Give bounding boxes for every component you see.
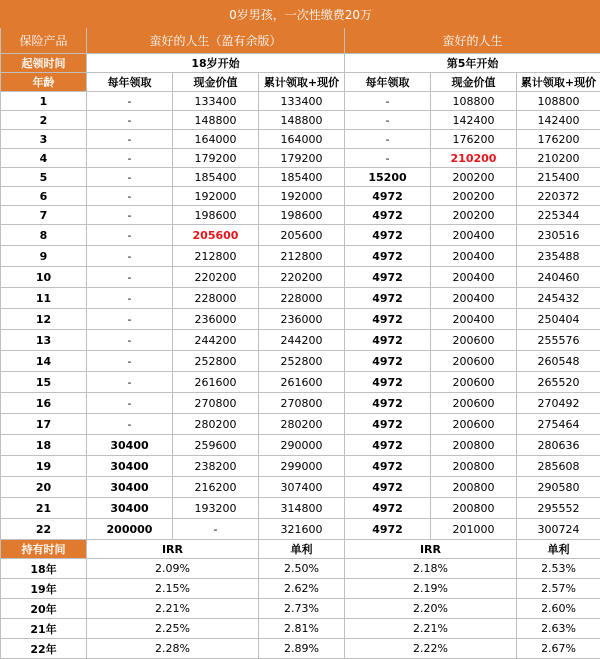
a-total-cell: 179200 — [259, 149, 345, 168]
a-pay-cell: - — [87, 130, 173, 149]
age-cell: 4 — [1, 149, 87, 168]
age-cell: 10 — [1, 267, 87, 288]
age-cell: 14 — [1, 351, 87, 372]
irr-row — [1, 599, 600, 619]
age-cell: 1 — [1, 92, 87, 111]
a-cash-cell: 185400 — [173, 168, 259, 187]
b-total-cell: 285608 — [517, 456, 600, 477]
table-row — [1, 393, 600, 414]
a-pay-cell: - — [87, 187, 173, 206]
a-total-cell: 270800 — [259, 393, 345, 414]
table-row — [1, 225, 600, 246]
age-cell: 3 — [1, 130, 87, 149]
a-cash-cell: 228000 — [173, 288, 259, 309]
a-cash-cell: 198600 — [173, 206, 259, 225]
age-cell: 5 — [1, 168, 87, 187]
b-total-cell: 108800 — [517, 92, 600, 111]
age-cell: 21 — [1, 498, 87, 519]
b-simple-cell: 2.53% — [517, 559, 600, 579]
a-pay-cell: - — [87, 225, 173, 246]
age-cell: 18 — [1, 435, 87, 456]
b-total-cell: 176200 — [517, 130, 600, 149]
a-cash-cell: 179200 — [173, 149, 259, 168]
b-pay-cell: - — [345, 130, 431, 149]
b-cash-cell: 200400 — [431, 246, 517, 267]
start-label: 起领时间 — [1, 54, 87, 73]
table-row — [1, 288, 600, 309]
a-cash-cell: 216200 — [173, 477, 259, 498]
b-pay-cell: 4972 — [345, 267, 431, 288]
irr-row — [1, 579, 600, 599]
table-row — [1, 498, 600, 519]
table-row — [1, 267, 600, 288]
a-total-cell: 164000 — [259, 130, 345, 149]
b-total-cell: 220372 — [517, 187, 600, 206]
a-cash-cell: 252800 — [173, 351, 259, 372]
b-cash-cell: 200800 — [431, 435, 517, 456]
hold-year-cell: 18年 — [1, 559, 87, 579]
b-cash-cell: 200400 — [431, 309, 517, 330]
a-pay-cell: - — [87, 246, 173, 267]
a-total-cell: 148800 — [259, 111, 345, 130]
a-irr-cell: 2.09% — [87, 559, 259, 579]
col-header-b-pay: 每年领取 — [345, 73, 431, 92]
a-total-cell: 244200 — [259, 330, 345, 351]
a-simple-cell: 2.89% — [259, 639, 345, 659]
table-row — [1, 246, 600, 267]
b-total-cell: 275464 — [517, 414, 600, 435]
irr-row — [1, 559, 600, 579]
b-pay-cell: 4972 — [345, 393, 431, 414]
col-header-b-total: 累计领取+现价 — [517, 73, 600, 92]
age-cell: 6 — [1, 187, 87, 206]
b-cash-cell: 210200 — [431, 149, 517, 168]
b-cash-cell: 201000 — [431, 519, 517, 540]
b-simple-cell: 2.60% — [517, 599, 600, 619]
a-pay-cell: 30400 — [87, 477, 173, 498]
a-total-cell: 261600 — [259, 372, 345, 393]
a-pay-cell: - — [87, 206, 173, 225]
a-total-cell: 236000 — [259, 309, 345, 330]
age-cell: 15 — [1, 372, 87, 393]
a-simple-cell: 2.81% — [259, 619, 345, 639]
b-cash-cell: 200600 — [431, 372, 517, 393]
b-cash-cell: 142400 — [431, 111, 517, 130]
b-pay-cell: - — [345, 111, 431, 130]
table-row — [1, 309, 600, 330]
a-pay-cell: - — [87, 288, 173, 309]
a-pay-cell: - — [87, 414, 173, 435]
product-a-name: 蛮好的人生（盈有余版） — [87, 28, 345, 54]
a-simple-cell: 2.62% — [259, 579, 345, 599]
start-row — [1, 54, 600, 73]
b-cash-cell: 176200 — [431, 130, 517, 149]
a-pay-cell: - — [87, 351, 173, 372]
a-total-cell: 299000 — [259, 456, 345, 477]
table-row — [1, 168, 600, 187]
b-irr-cell: 2.21% — [345, 619, 517, 639]
a-cash-cell: 280200 — [173, 414, 259, 435]
a-pay-cell: - — [87, 372, 173, 393]
age-cell: 16 — [1, 393, 87, 414]
table-row — [1, 187, 600, 206]
b-total-cell: 255576 — [517, 330, 600, 351]
b-total-cell: 280636 — [517, 435, 600, 456]
a-cash-cell: 236000 — [173, 309, 259, 330]
b-total-cell: 260548 — [517, 351, 600, 372]
a-cash-cell: 261600 — [173, 372, 259, 393]
b-total-cell: 290580 — [517, 477, 600, 498]
b-pay-cell: 15200 — [345, 168, 431, 187]
age-cell: 12 — [1, 309, 87, 330]
b-irr-cell: 2.22% — [345, 639, 517, 659]
simple-header-b: 单利 — [517, 540, 600, 559]
product-label: 保险产品 — [1, 28, 87, 54]
a-irr-cell: 2.28% — [87, 639, 259, 659]
a-cash-cell: 212800 — [173, 246, 259, 267]
b-pay-cell: - — [345, 92, 431, 111]
b-pay-cell: 4972 — [345, 206, 431, 225]
b-pay-cell: 4972 — [345, 246, 431, 267]
a-cash-cell: - — [173, 519, 259, 540]
a-pay-cell: - — [87, 149, 173, 168]
col-header-a-pay: 每年领取 — [87, 73, 173, 92]
age-cell: 8 — [1, 225, 87, 246]
age-label: 年龄 — [1, 73, 87, 92]
table-row — [1, 519, 600, 540]
a-total-cell: 290000 — [259, 435, 345, 456]
table-row — [1, 351, 600, 372]
a-total-cell: 205600 — [259, 225, 345, 246]
b-cash-cell: 200200 — [431, 206, 517, 225]
b-pay-cell: 4972 — [345, 225, 431, 246]
a-total-cell: 252800 — [259, 351, 345, 372]
b-irr-cell: 2.18% — [345, 559, 517, 579]
b-simple-cell: 2.67% — [517, 639, 600, 659]
a-cash-cell: 259600 — [173, 435, 259, 456]
a-cash-cell: 244200 — [173, 330, 259, 351]
table-row — [1, 477, 600, 498]
b-irr-cell: 2.19% — [345, 579, 517, 599]
a-total-cell: 192000 — [259, 187, 345, 206]
a-cash-cell: 193200 — [173, 498, 259, 519]
table-row — [1, 206, 600, 225]
b-cash-cell: 200200 — [431, 168, 517, 187]
page-title: 0岁男孩，一次性缴费20万 — [1, 1, 600, 28]
hold-year-cell: 22年 — [1, 639, 87, 659]
b-cash-cell: 200600 — [431, 351, 517, 372]
a-total-cell: 280200 — [259, 414, 345, 435]
b-cash-cell: 200200 — [431, 187, 517, 206]
b-cash-cell: 200400 — [431, 288, 517, 309]
b-cash-cell: 108800 — [431, 92, 517, 111]
a-cash-cell: 164000 — [173, 130, 259, 149]
a-pay-cell: - — [87, 111, 173, 130]
a-pay-cell: 30400 — [87, 435, 173, 456]
b-cash-cell: 200400 — [431, 225, 517, 246]
age-cell: 2 — [1, 111, 87, 130]
a-pay-cell: 30400 — [87, 498, 173, 519]
a-irr-cell: 2.15% — [87, 579, 259, 599]
column-header-row — [1, 73, 600, 92]
b-pay-cell: 4972 — [345, 372, 431, 393]
table-row — [1, 330, 600, 351]
b-cash-cell: 200600 — [431, 393, 517, 414]
b-pay-cell: 4972 — [345, 187, 431, 206]
b-cash-cell: 200400 — [431, 267, 517, 288]
irr-header-a: IRR — [87, 540, 259, 559]
col-header-b-cash: 现金价值 — [431, 73, 517, 92]
hold-year-cell: 21年 — [1, 619, 87, 639]
b-pay-cell: 4972 — [345, 330, 431, 351]
a-simple-cell: 2.50% — [259, 559, 345, 579]
b-pay-cell: 4972 — [345, 288, 431, 309]
a-total-cell: 185400 — [259, 168, 345, 187]
a-total-cell: 228000 — [259, 288, 345, 309]
a-pay-cell: 30400 — [87, 456, 173, 477]
age-cell: 11 — [1, 288, 87, 309]
b-total-cell: 300724 — [517, 519, 600, 540]
b-total-cell: 250404 — [517, 309, 600, 330]
a-cash-cell: 220200 — [173, 267, 259, 288]
b-total-cell: 270492 — [517, 393, 600, 414]
a-simple-cell: 2.73% — [259, 599, 345, 619]
a-pay-cell: - — [87, 168, 173, 187]
a-total-cell: 314800 — [259, 498, 345, 519]
table-row — [1, 456, 600, 477]
table-row — [1, 435, 600, 456]
b-cash-cell: 200600 — [431, 414, 517, 435]
age-cell: 19 — [1, 456, 87, 477]
a-irr-cell: 2.21% — [87, 599, 259, 619]
a-pay-cell: 200000 — [87, 519, 173, 540]
a-cash-cell: 238200 — [173, 456, 259, 477]
b-pay-cell: 4972 — [345, 477, 431, 498]
b-total-cell: 235488 — [517, 246, 600, 267]
b-pay-cell: 4972 — [345, 351, 431, 372]
a-pay-cell: - — [87, 330, 173, 351]
a-total-cell: 220200 — [259, 267, 345, 288]
b-pay-cell: 4972 — [345, 414, 431, 435]
age-cell: 17 — [1, 414, 87, 435]
b-simple-cell: 2.63% — [517, 619, 600, 639]
title-row — [1, 1, 600, 28]
a-cash-cell: 133400 — [173, 92, 259, 111]
age-cell: 22 — [1, 519, 87, 540]
a-pay-cell: - — [87, 309, 173, 330]
a-cash-cell: 205600 — [173, 225, 259, 246]
table-row — [1, 111, 600, 130]
age-cell: 9 — [1, 246, 87, 267]
a-pay-cell: - — [87, 267, 173, 288]
hold-label: 持有时间 — [1, 540, 87, 559]
b-cash-cell: 200800 — [431, 498, 517, 519]
product-a-start: 18岁开始 — [87, 54, 345, 73]
col-header-a-total: 累计领取+现价 — [259, 73, 345, 92]
irr-row — [1, 639, 600, 659]
b-cash-cell: 200600 — [431, 330, 517, 351]
irr-header-b: IRR — [345, 540, 517, 559]
b-simple-cell: 2.57% — [517, 579, 600, 599]
b-pay-cell: 4972 — [345, 435, 431, 456]
b-cash-cell: 200800 — [431, 456, 517, 477]
hold-year-cell: 20年 — [1, 599, 87, 619]
product-b-name: 蛮好的人生 — [345, 28, 600, 54]
a-cash-cell: 270800 — [173, 393, 259, 414]
table-row — [1, 372, 600, 393]
b-pay-cell: 4972 — [345, 498, 431, 519]
b-total-cell: 210200 — [517, 149, 600, 168]
a-cash-cell: 148800 — [173, 111, 259, 130]
b-pay-cell: 4972 — [345, 456, 431, 477]
a-pay-cell: - — [87, 92, 173, 111]
a-total-cell: 212800 — [259, 246, 345, 267]
a-total-cell: 307400 — [259, 477, 345, 498]
b-pay-cell: 4972 — [345, 519, 431, 540]
b-total-cell: 245432 — [517, 288, 600, 309]
irr-header-row — [1, 540, 600, 559]
table-row — [1, 92, 600, 111]
age-cell: 7 — [1, 206, 87, 225]
table-row — [1, 414, 600, 435]
b-pay-cell: 4972 — [345, 309, 431, 330]
a-total-cell: 321600 — [259, 519, 345, 540]
b-cash-cell: 200800 — [431, 477, 517, 498]
table-row — [1, 130, 600, 149]
a-total-cell: 198600 — [259, 206, 345, 225]
b-total-cell: 230516 — [517, 225, 600, 246]
b-total-cell: 295552 — [517, 498, 600, 519]
a-total-cell: 133400 — [259, 92, 345, 111]
age-cell: 20 — [1, 477, 87, 498]
age-cell: 13 — [1, 330, 87, 351]
b-total-cell: 265520 — [517, 372, 600, 393]
b-irr-cell: 2.20% — [345, 599, 517, 619]
hold-year-cell: 19年 — [1, 579, 87, 599]
simple-header-a: 单利 — [259, 540, 345, 559]
a-irr-cell: 2.25% — [87, 619, 259, 639]
b-total-cell: 142400 — [517, 111, 600, 130]
product-row — [1, 28, 600, 54]
a-cash-cell: 192000 — [173, 187, 259, 206]
a-pay-cell: - — [87, 393, 173, 414]
b-total-cell: 225344 — [517, 206, 600, 225]
table-row — [1, 149, 600, 168]
col-header-a-cash: 现金价值 — [173, 73, 259, 92]
product-b-start: 第5年开始 — [345, 54, 600, 73]
b-total-cell: 240460 — [517, 267, 600, 288]
b-pay-cell: - — [345, 149, 431, 168]
irr-row — [1, 619, 600, 639]
b-total-cell: 215400 — [517, 168, 600, 187]
